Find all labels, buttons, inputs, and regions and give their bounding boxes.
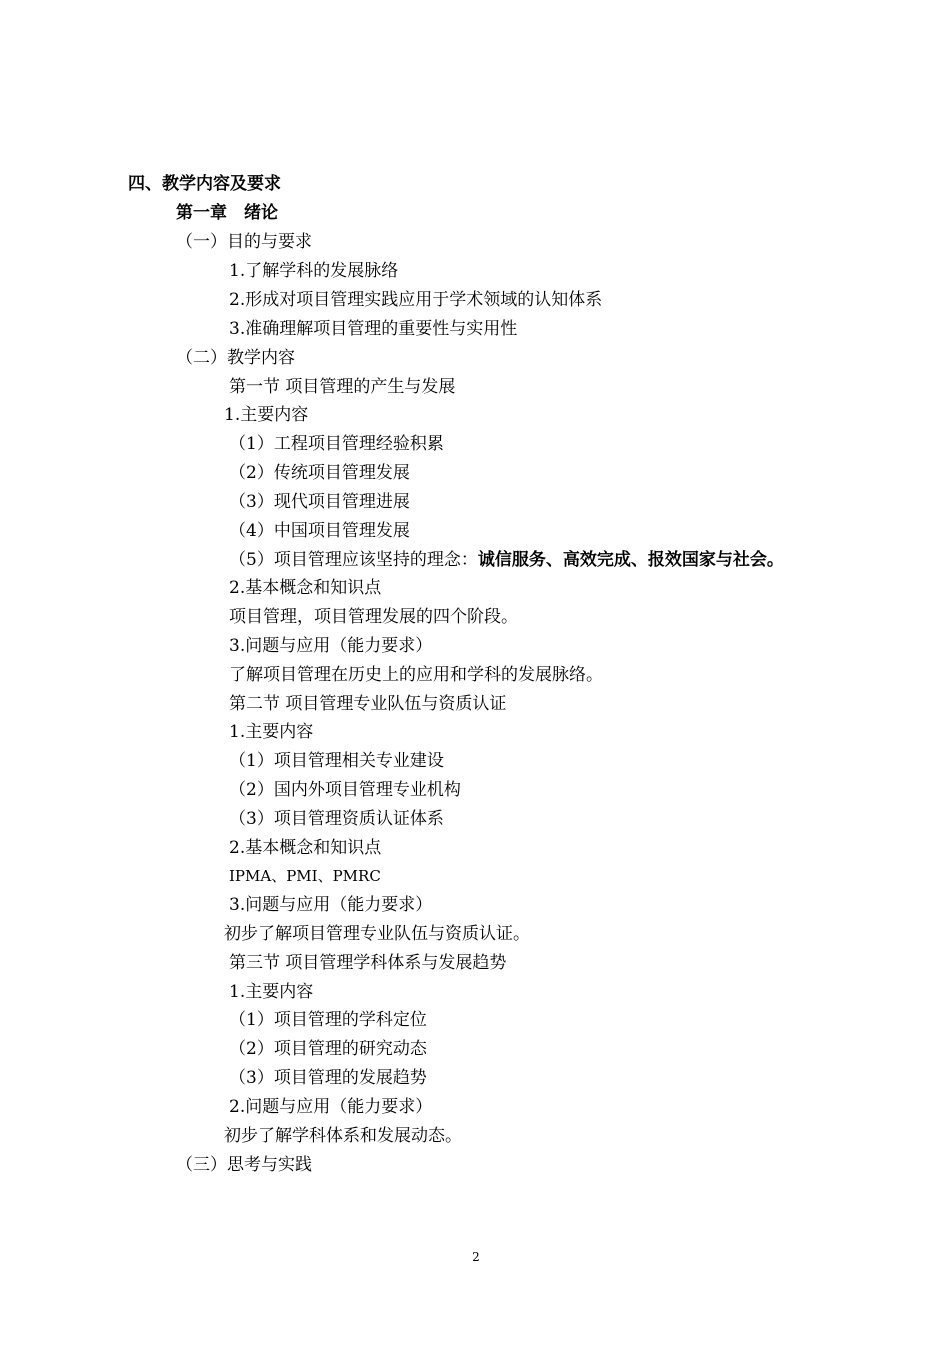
list-item: （2）国内外项目管理专业机构 (229, 780, 461, 800)
list-item: 1.了解学科的发展脉络 (229, 261, 399, 281)
list-item: 2.形成对项目管理实践应用于学术领域的认知体系 (229, 290, 603, 310)
item5-emphasis: 诚信服务、高效完成、报效国家与社会。 (477, 550, 784, 570)
part1-heading: （一）目的与要求 (176, 232, 312, 252)
section3-apply-label: 2.问题与应用（能力要求） (229, 1097, 433, 1117)
section2-apply-label: 3.问题与应用（能力要求） (229, 895, 433, 915)
list-item: （3）项目管理资质认证体系 (229, 809, 444, 829)
list-item: （2）项目管理的研究动态 (229, 1039, 427, 1059)
section2-concepts-label: 2.基本概念和知识点 (229, 838, 382, 858)
list-item: （3）现代项目管理进展 (229, 492, 410, 512)
list-item: （2）传统项目管理发展 (229, 463, 410, 483)
item5-prefix: （5）项目管理应该坚持的理念： (229, 550, 478, 570)
section1-title: 第一节 项目管理的产生与发展 (229, 377, 456, 397)
chapter-title: 第一章 绪论 (176, 203, 278, 223)
section2-title: 第二节 项目管理专业队伍与资质认证 (229, 694, 507, 714)
section1-apply-text: 了解项目管理在历史上的应用和学科的发展脉络。 (229, 665, 603, 685)
section3-main-label: 1.主要内容 (229, 982, 314, 1002)
section2-apply-text: 初步了解项目管理专业队伍与资质认证。 (224, 924, 530, 944)
list-item: （1）项目管理相关专业建设 (229, 751, 444, 771)
section3-apply-text: 初步了解学科体系和发展动态。 (224, 1126, 462, 1146)
list-item-5 (229, 549, 784, 571)
list-item: （1）项目管理的学科定位 (229, 1010, 427, 1030)
section1-concepts-text: 项目管理，项目管理发展的四个阶段。 (229, 607, 518, 627)
list-item: （4）中国项目管理发展 (229, 521, 410, 541)
section1-apply-label: 3.问题与应用（能力要求） (229, 636, 433, 656)
section2-concepts-text: IPMA、PMI、PMRC (229, 867, 381, 885)
page-number: 2 (472, 1250, 480, 1264)
list-item: （3）项目管理的发展趋势 (229, 1068, 427, 1088)
section1-concepts-label: 2.基本概念和知识点 (229, 578, 382, 598)
section-heading: 四、教学内容及要求 (128, 174, 281, 194)
section1-main-label: 1.主要内容 (224, 405, 309, 425)
part3-heading: （三）思考与实践 (176, 1155, 312, 1175)
part2-heading: （二）教学内容 (176, 348, 295, 368)
list-item: （1）工程项目管理经验积累 (229, 434, 444, 454)
section2-main-label: 1.主要内容 (229, 722, 314, 742)
list-item: 3.准确理解项目管理的重要性与实用性 (229, 319, 518, 339)
section3-title: 第三节 项目管理学科体系与发展趋势 (229, 953, 507, 973)
